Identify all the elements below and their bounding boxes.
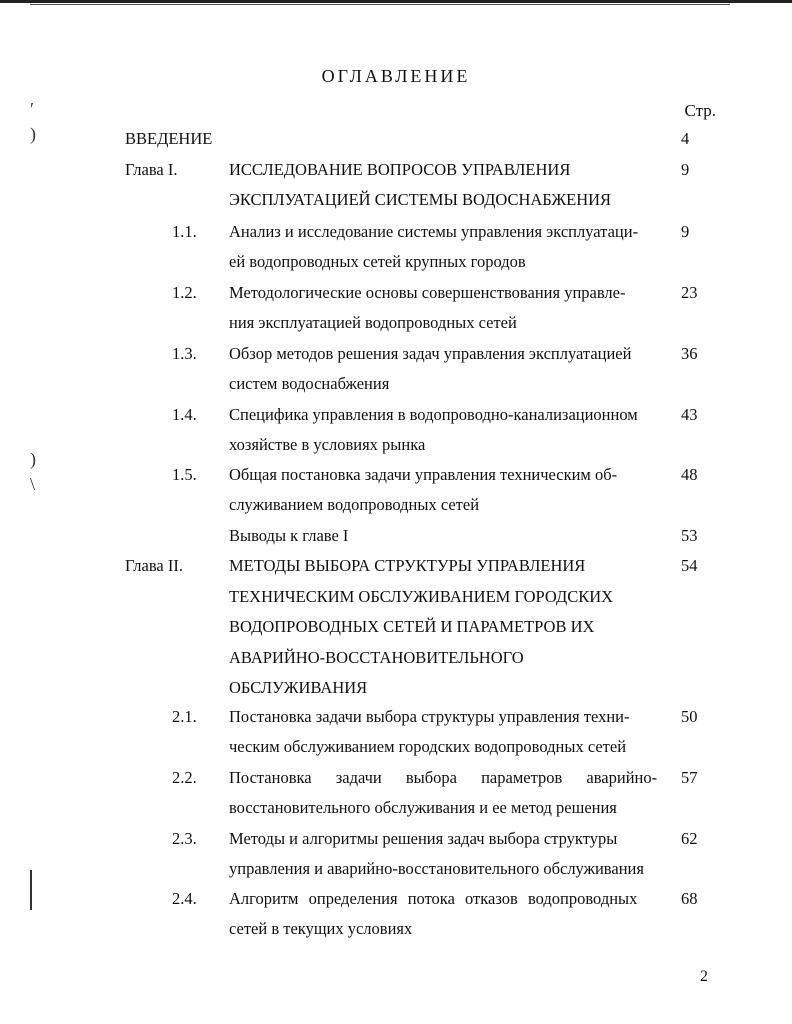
- toc-page: 53: [681, 526, 698, 545]
- page-column-header: Стр.: [684, 101, 716, 120]
- toc-label: 1.4.: [172, 405, 197, 424]
- toc-page: 54: [681, 556, 698, 575]
- toc-title: сетей в текущих условиях: [229, 919, 413, 938]
- toc-label: Глава I.: [125, 160, 178, 179]
- toc-label: 2.1.: [172, 707, 197, 726]
- margin-mark: \: [30, 474, 36, 494]
- toc-title: ЭКСПЛУАТАЦИЕЙ СИСТЕМЫ ВОДОСНАБЖЕНИЯ: [229, 190, 612, 209]
- toc-title: Анализ и исследование системы управления эксплуатаци-: [229, 222, 639, 241]
- toc-page: 68: [681, 889, 698, 908]
- toc-page: 43: [681, 405, 698, 424]
- toc-page: 57: [681, 768, 698, 787]
- toc-title: Общая постановка задачи управления техническим об-: [229, 465, 618, 484]
- toc-title: Постановка задачи выбора параметров аварийно-: [229, 768, 658, 787]
- toc-title: служиванием водопроводных сетей: [229, 495, 480, 514]
- toc-page: 4: [681, 129, 690, 148]
- toc-title: МЕТОДЫ ВЫБОРА СТРУКТУРЫ УПРАВЛЕНИЯ: [229, 556, 586, 575]
- toc-label: 2.3.: [172, 829, 197, 848]
- toc-title: ВОДОПРОВОДНЫХ СЕТЕЙ И ПАРАМЕТРОВ ИХ: [229, 617, 595, 636]
- toc-page: 62: [681, 829, 698, 848]
- toc-title: систем водоснабжения: [229, 374, 390, 393]
- toc-title: Обзор методов решения задач управления эксплуатацией: [229, 344, 632, 363]
- scan-top-line: [30, 4, 730, 5]
- toc-title: Методы и алгоритмы решения задач выбора структуры: [229, 829, 618, 848]
- toc-page: 36: [681, 344, 698, 363]
- toc-page: 50: [681, 707, 698, 726]
- margin-mark: ): [30, 124, 36, 144]
- toc-title: Алгоритм определения потока отказов водопроводных: [229, 889, 638, 908]
- toc-label: 1.3.: [172, 344, 197, 363]
- toc-label: 2.4.: [172, 889, 197, 908]
- toc-label: 1.2.: [172, 283, 197, 302]
- toc-title: хозяйстве в условиях рынка: [229, 435, 426, 454]
- toc-label: Глава II.: [125, 556, 183, 575]
- margin-mark: [30, 870, 38, 910]
- toc-label: 2.2.: [172, 768, 197, 787]
- toc-title: Специфика управления в водопроводно-канализационном: [229, 405, 638, 424]
- toc-title: восстановительного обслуживания и ее метод решения: [229, 798, 617, 817]
- toc-page: 9: [681, 160, 690, 179]
- toc-label: 1.1.: [172, 222, 197, 241]
- toc-title: ТЕХНИЧЕСКИМ ОБСЛУЖИВАНИЕМ ГОРОДСКИХ: [229, 587, 614, 606]
- toc-title: ИССЛЕДОВАНИЕ ВОПРОСОВ УПРАВЛЕНИЯ: [229, 160, 571, 179]
- toc-title: ческим обслуживанием городских водопроводных сетей: [229, 737, 627, 756]
- toc-title: управления и аварийно-восстановительного обслуживания: [229, 859, 644, 878]
- toc-title: Постановка задачи выбора структуры управления техни-: [229, 707, 630, 726]
- toc-title: ОБСЛУЖИВАНИЯ: [229, 678, 368, 697]
- toc-page: 23: [681, 283, 698, 302]
- margin-mark: ′: [30, 99, 34, 119]
- toc-title: ния эксплуатацией водопроводных сетей: [229, 313, 517, 332]
- toc-title: АВАРИЙНО-ВОССТАНОВИТЕЛЬНОГО: [229, 648, 524, 667]
- page-number: 2: [700, 968, 708, 985]
- toc-label: 1.5.: [172, 465, 197, 484]
- toc-title: ей водопроводных сетей крупных городов: [229, 252, 526, 271]
- margin-mark: ): [30, 449, 36, 469]
- toc-page: 9: [681, 222, 690, 241]
- toc-label: ВВЕДЕНИЕ: [125, 129, 213, 148]
- toc-title: Методологические основы совершенствования управле-: [229, 283, 626, 302]
- scan-top-edge: [0, 0, 792, 3]
- toc-title: Выводы к главе I: [229, 526, 349, 545]
- page-title: ОГЛАВЛЕНИЕ: [321, 66, 471, 86]
- toc-page: 48: [681, 465, 698, 484]
